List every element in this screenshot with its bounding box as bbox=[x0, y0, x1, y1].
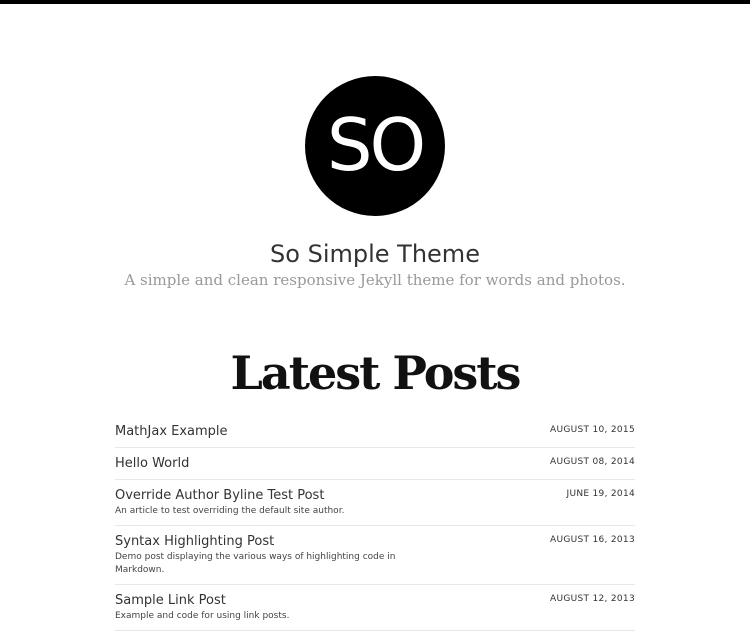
site-title[interactable]: So Simple Theme bbox=[270, 240, 480, 268]
post-list bbox=[115, 416, 635, 631]
post-excerpt: Example and code for using link posts. bbox=[115, 611, 290, 621]
post-list-item bbox=[115, 448, 635, 480]
post-main bbox=[115, 591, 415, 623]
post-title-link[interactable]: Hello World bbox=[115, 456, 190, 471]
latest-posts-heading: Latest Posts bbox=[230, 346, 520, 400]
post-excerpt: An article to test overriding the default site author. bbox=[115, 506, 345, 516]
post-list-item bbox=[115, 526, 635, 585]
post-title-link[interactable]: Syntax Highlighting Post bbox=[115, 534, 275, 549]
post-list-item bbox=[115, 585, 635, 631]
post-main bbox=[115, 532, 415, 577]
post-title-link[interactable]: MathJax Example bbox=[115, 424, 228, 439]
post-date: AUGUST 08, 2014 bbox=[550, 457, 635, 467]
post-date: AUGUST 10, 2015 bbox=[550, 425, 635, 435]
post-title-link[interactable]: Override Author Byline Test Post bbox=[115, 488, 325, 503]
site-logo-text: SO bbox=[326, 103, 424, 187]
post-main bbox=[115, 422, 415, 440]
site-description: A simple and clean responsive Jekyll theme for words and photos. bbox=[124, 271, 626, 289]
post-main bbox=[115, 454, 415, 472]
post-date: AUGUST 12, 2013 bbox=[550, 594, 635, 604]
post-list-item bbox=[115, 480, 635, 526]
post-date: AUGUST 16, 2013 bbox=[550, 535, 635, 545]
post-list-item bbox=[115, 416, 635, 448]
site-logo[interactable] bbox=[305, 76, 445, 216]
post-title-link[interactable]: Sample Link Post bbox=[115, 593, 226, 608]
post-date: JUNE 19, 2014 bbox=[566, 489, 635, 499]
post-main bbox=[115, 486, 415, 518]
top-bar bbox=[0, 0, 750, 4]
post-excerpt: Demo post displaying the various ways of highlighting code in Markdown. bbox=[115, 552, 396, 575]
